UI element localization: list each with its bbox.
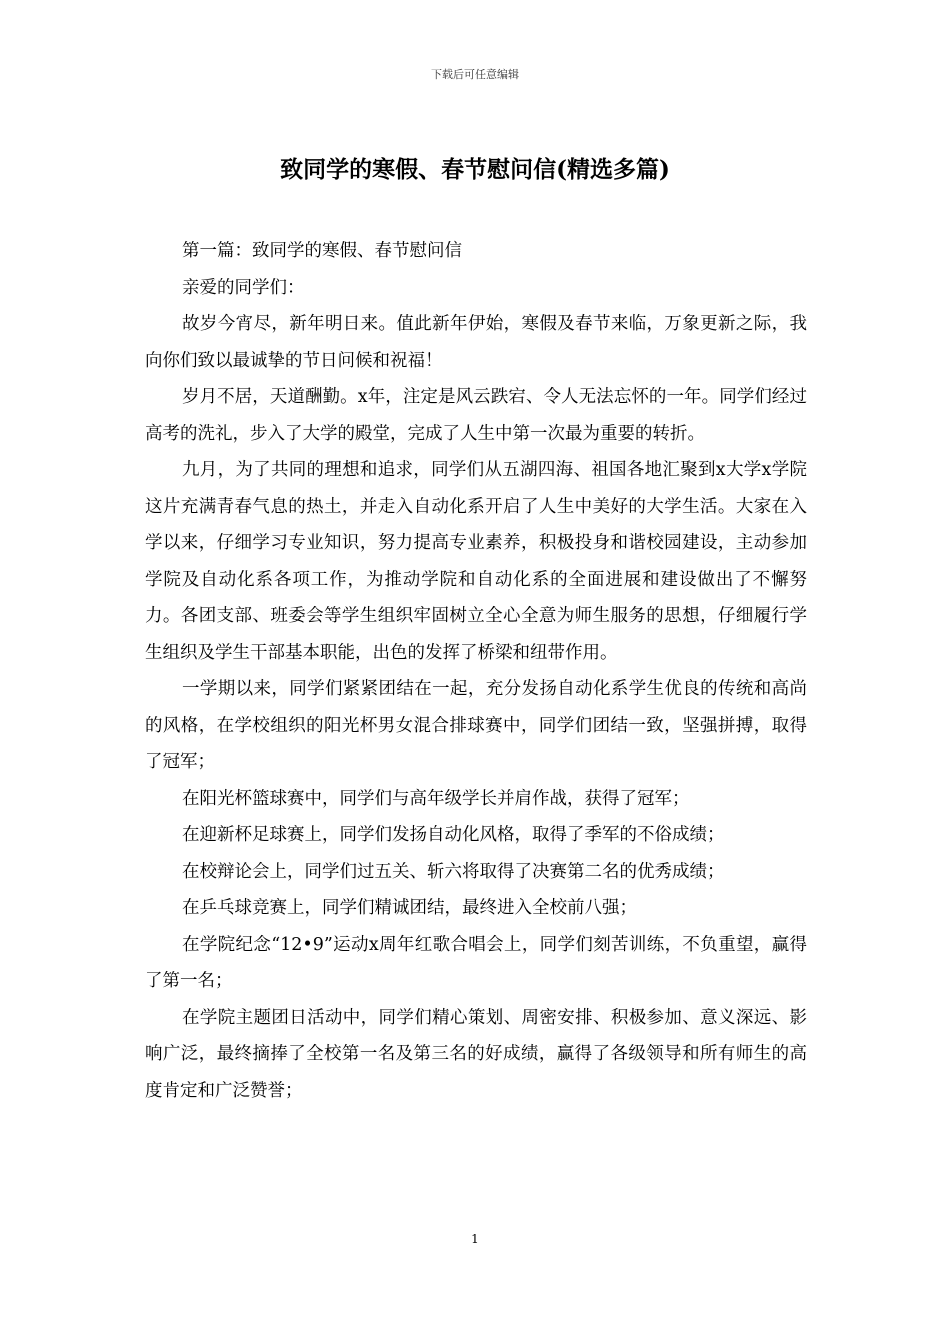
body-paragraph: 在阳光杯篮球赛中，同学们与高年级学长并肩作战，获得了冠军； [182, 788, 690, 809]
body-paragraph: 在学院纪念“12•9”运动x周年红歌合唱会上，同学们刻苦训练，不负重望，赢得了第一名； [145, 934, 807, 991]
body-paragraph: 故岁今宵尽，新年明日来。值此新年伊始，寒假及春节来临，万象更新之际，我向你们致以最诚挚的节日问候和祝福！ [145, 314, 807, 371]
body-paragraph: 在校辩论会上，同学们过五关、斩六将取得了决赛第二名的优秀成绩； [182, 861, 725, 882]
body-paragraph: 在迎新杯足球赛上，同学们发扬自动化风格，取得了季军的不俗成绩； [182, 825, 725, 845]
body-paragraph: 在乒乓球竞赛上，同学们精诚团结，最终进入全校前八强； [182, 898, 637, 918]
document-title: 致同学的寒假、春节慰问信(精选多篇) [280, 156, 670, 183]
body-paragraph: 岁月不居，天道酬勤。x年，注定是风云跌宕、令人无法忘怀的一年。同学们经过高考的洗礼，步入了大学的殿堂，完成了人生中第一次最为重要的转折。 [145, 387, 807, 444]
page-number: 1 [471, 1232, 479, 1246]
body-paragraph: 在学院主题团日活动中，同学们精心策划、周密安排、积极参加、意义深远、影响广泛，最终摘捧了全校第一名及第三名的好成绩，赢得了各级领导和所有师生的高度肯定和广泛赞誉； [145, 1007, 807, 1101]
header-note: 下载后可任意编辑 [431, 68, 519, 81]
body-paragraph: 一学期以来，同学们紧紧团结在一起，充分发扬自动化系学生优良的传统和高尚的风格，在学校组织的阳光杯男女混合排球赛中，同学们团结一致，坚强拼搏，取得了冠军； [145, 679, 807, 772]
section-heading: 第一篇：致同学的寒假、春节慰问信 [182, 241, 462, 261]
salutation: 亲爱的同学们： [182, 277, 305, 298]
document-body [145, 233, 807, 1109]
body-paragraph: 九月，为了共同的理想和追求，同学们从五湖四海、祖国各地汇聚到x大学x学院这片充满青春气息的热土，并走入自动化系开启了人生中美好的大学生活。大家在入学以来，仔细学习专业知识，努力提高专业素养，积极投身和谐校园建设，主动参加学院及自动化系各项工作，为推动学院和自动化系的全面进展和建设做出了不懈努力。各团支部、班委会等学生组织牢固树立全心全意为师生服务的思想，仔细履行学生组织及学生干部基本职能，出色的发挥了桥梁和纽带作用。 [145, 460, 807, 663]
